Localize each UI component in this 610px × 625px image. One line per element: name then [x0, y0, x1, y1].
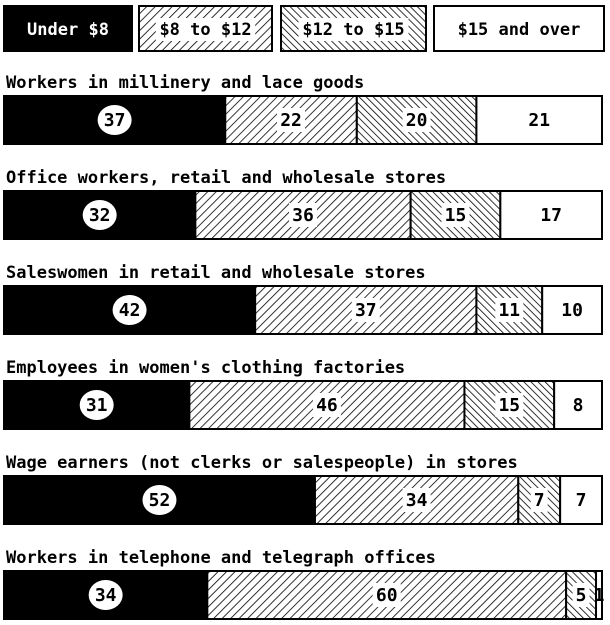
chart-legend — [4, 6, 604, 51]
value-label: 15 — [498, 395, 521, 416]
value-label: 17 — [540, 205, 563, 226]
value-label: 7 — [533, 490, 545, 511]
value-label: 8 — [572, 395, 584, 416]
category-label: Office workers, retail and wholesale stores — [6, 168, 447, 188]
value-label: 32 — [88, 205, 111, 226]
category-row — [4, 548, 604, 619]
legend-item — [281, 6, 426, 51]
value-label: 11 — [498, 300, 521, 321]
legend-label: Under $8 — [27, 20, 109, 40]
value-label: 34 — [405, 490, 428, 511]
value-label: 42 — [118, 300, 141, 321]
category-row — [4, 453, 602, 524]
chart-rows — [4, 73, 604, 619]
value-label: 37 — [103, 110, 126, 131]
category-label: Wage earners (not clerks or salespeople) in stores — [6, 453, 518, 473]
category-row — [4, 358, 602, 429]
value-label: 22 — [280, 110, 302, 131]
legend-label: $12 to $15 — [302, 20, 405, 40]
category-label: Saleswomen in retail and wholesale stores — [6, 263, 426, 283]
value-label: 1 — [593, 585, 605, 606]
category-row — [4, 168, 602, 239]
value-label: 5 — [575, 585, 587, 606]
value-label: 15 — [444, 205, 467, 226]
category-label: Workers in millinery and lace goods — [6, 73, 365, 93]
value-label: 36 — [292, 205, 314, 226]
legend-item — [139, 6, 272, 51]
value-label: 31 — [85, 395, 108, 416]
category-label: Employees in women's clothing factories — [6, 358, 406, 378]
value-label: 7 — [575, 490, 587, 511]
value-label: 20 — [405, 110, 428, 131]
legend-item — [434, 6, 604, 51]
value-label: 10 — [561, 300, 583, 321]
value-label: 34 — [94, 585, 117, 606]
value-label: 37 — [354, 300, 377, 321]
value-label: 46 — [316, 395, 338, 416]
legend-label: $8 to $12 — [159, 20, 252, 40]
category-label: Workers in telephone and telegraph offices — [6, 548, 436, 568]
category-row — [4, 73, 602, 144]
value-label: 60 — [375, 585, 398, 606]
value-label: 52 — [148, 490, 171, 511]
legend-item — [4, 6, 132, 51]
value-label: 21 — [528, 110, 551, 131]
category-row — [4, 263, 602, 334]
legend-label: $15 and over — [457, 20, 581, 40]
